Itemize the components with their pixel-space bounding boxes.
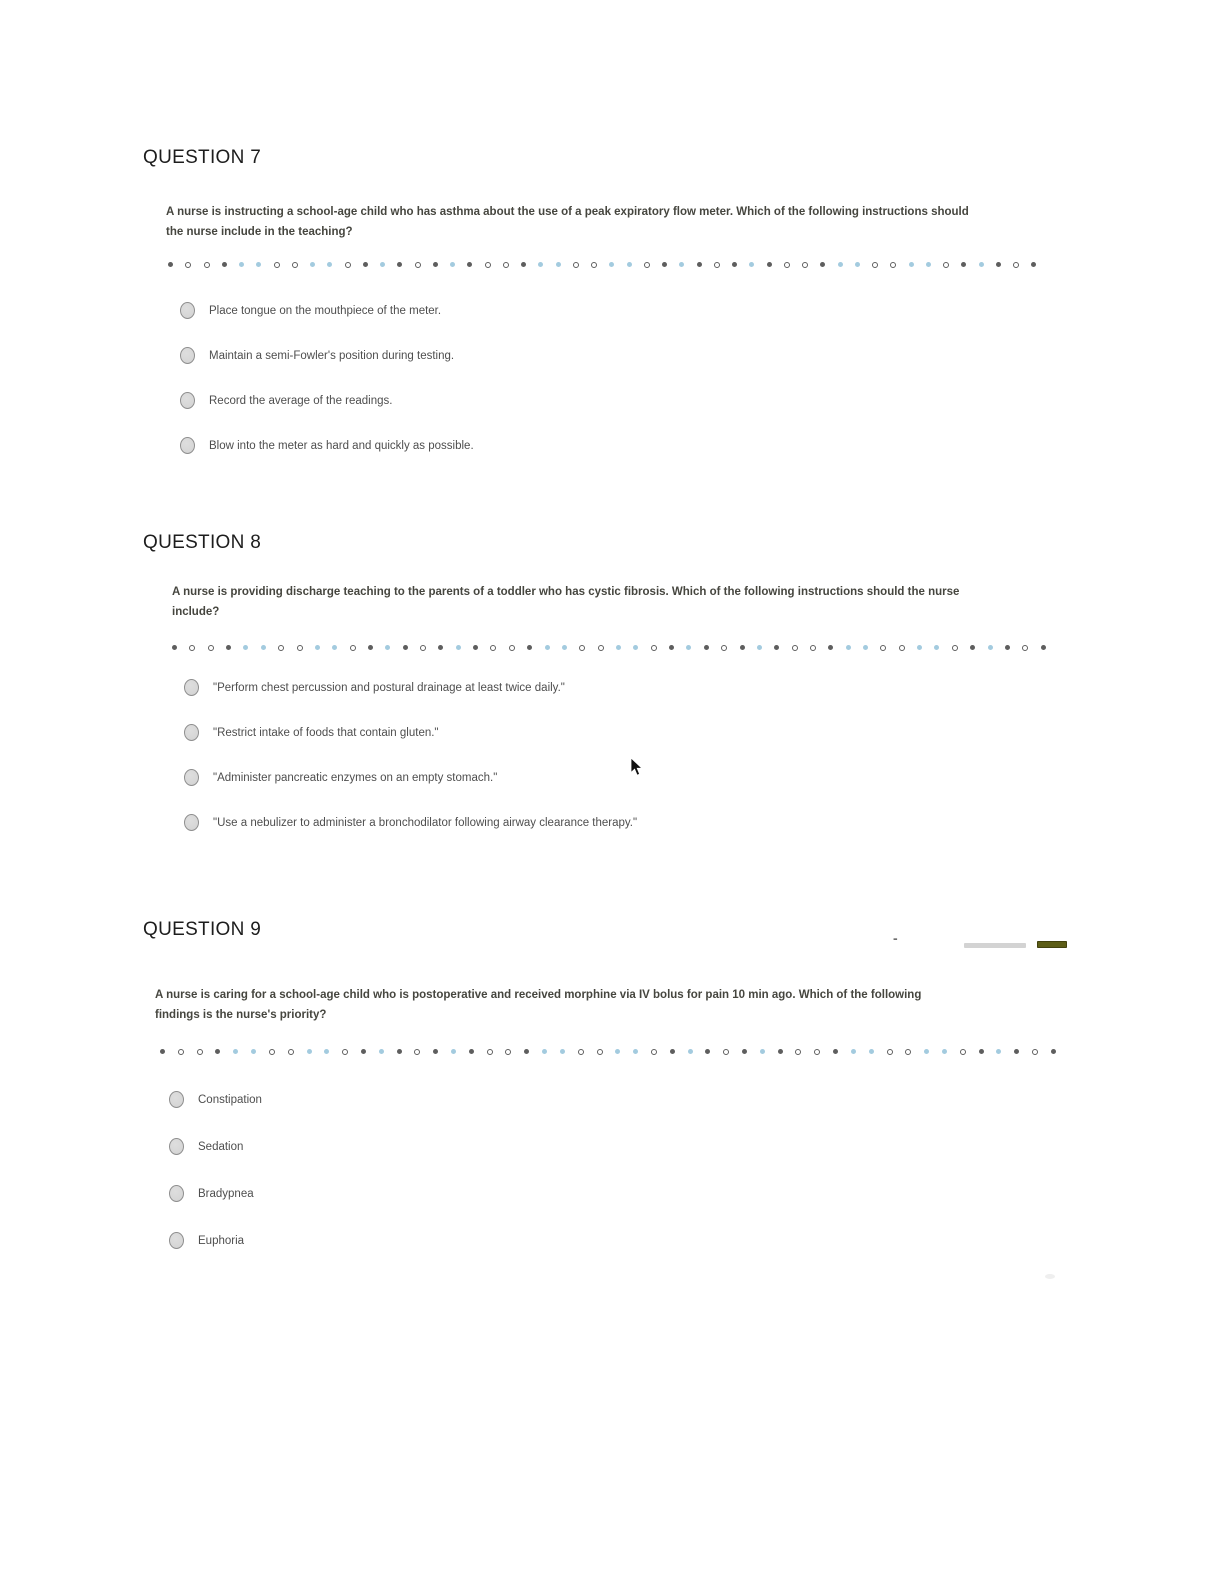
dotted-separator xyxy=(160,1048,1056,1055)
question-stem-line: findings is the nurse's priority? xyxy=(155,1009,327,1021)
separator-dot xyxy=(926,262,931,267)
separator-dot xyxy=(327,262,332,267)
separator-dot xyxy=(732,262,737,267)
separator-dot xyxy=(960,1049,966,1055)
separator-dot xyxy=(189,645,195,651)
separator-dot xyxy=(952,645,958,651)
separator-dot xyxy=(342,1049,348,1055)
radio-button[interactable] xyxy=(169,1185,184,1202)
separator-dot xyxy=(490,645,496,651)
separator-dot xyxy=(197,1049,203,1055)
separator-dot xyxy=(1032,1049,1038,1055)
separator-dot xyxy=(942,1049,947,1054)
radio-button[interactable] xyxy=(169,1232,184,1249)
separator-dot xyxy=(274,262,280,268)
separator-dot xyxy=(297,645,303,651)
separator-dot xyxy=(795,1049,801,1055)
separator-dot xyxy=(814,1049,820,1055)
separator-dot xyxy=(1014,1049,1019,1054)
options-list xyxy=(180,288,474,468)
answer-option[interactable] xyxy=(169,1076,262,1123)
answer-option[interactable] xyxy=(169,1170,262,1217)
separator-dot xyxy=(855,262,860,267)
option-label: Bradypnea xyxy=(198,1187,254,1200)
separator-dot xyxy=(838,262,843,267)
separator-dot xyxy=(890,262,896,268)
separator-dot xyxy=(714,262,720,268)
radio-button[interactable] xyxy=(169,1138,184,1155)
question-stem-line: the nurse include in the teaching? xyxy=(166,226,353,238)
question-stem xyxy=(172,582,959,622)
dotted-separator xyxy=(168,261,1037,268)
progress-bar-olive[interactable] xyxy=(1037,941,1067,948)
option-label: Euphoria xyxy=(198,1234,245,1247)
separator-dot xyxy=(185,262,191,268)
separator-dot xyxy=(644,262,650,268)
radio-button[interactable] xyxy=(184,814,199,831)
separator-dot xyxy=(503,262,509,268)
separator-dot xyxy=(686,645,691,650)
separator-dot xyxy=(1022,645,1028,651)
question-heading: QUESTION 7 xyxy=(143,147,262,168)
question-heading: QUESTION 9 xyxy=(143,919,262,940)
separator-dot xyxy=(487,1049,493,1055)
mouse-cursor-icon xyxy=(630,758,643,777)
separator-dot xyxy=(560,1049,565,1054)
separator-dot xyxy=(473,645,478,650)
radio-button[interactable] xyxy=(169,1091,184,1108)
radio-button[interactable] xyxy=(184,769,199,786)
separator-dot xyxy=(579,645,585,651)
separator-dot xyxy=(757,645,762,650)
option-label: "Perform chest percussion and postural drainage at least twice daily." xyxy=(213,681,565,694)
separator-dot xyxy=(810,645,816,651)
separator-dot xyxy=(899,645,905,651)
answer-option[interactable] xyxy=(169,1123,262,1170)
separator-dot xyxy=(521,262,526,267)
radio-button[interactable] xyxy=(180,392,195,409)
separator-dot xyxy=(616,645,621,650)
separator-dot xyxy=(233,1049,238,1054)
separator-dot xyxy=(872,262,878,268)
radio-button[interactable] xyxy=(180,437,195,454)
separator-dot xyxy=(345,262,351,268)
separator-dot xyxy=(324,1049,329,1054)
answer-option[interactable] xyxy=(184,755,637,800)
question-stem-line: A nurse is caring for a school-age child who is postoperative and received morphine via IV bolus for pain 10 min ago. Which of the following xyxy=(155,989,922,1001)
separator-dot xyxy=(562,645,567,650)
separator-dot xyxy=(679,262,684,267)
separator-dot xyxy=(767,262,772,267)
separator-dot xyxy=(573,262,579,268)
separator-dot xyxy=(792,645,798,651)
separator-dot xyxy=(740,645,745,650)
separator-dot xyxy=(368,645,373,650)
separator-dot xyxy=(802,262,808,268)
separator-dot xyxy=(178,1049,184,1055)
separator-dot xyxy=(833,1049,838,1054)
separator-dot xyxy=(905,1049,911,1055)
separator-dot xyxy=(784,262,790,268)
radio-button[interactable] xyxy=(180,347,195,364)
separator-dot xyxy=(705,1049,710,1054)
separator-dot xyxy=(433,262,438,267)
separator-dot xyxy=(615,1049,620,1054)
option-label: Sedation xyxy=(198,1140,244,1153)
separator-dot xyxy=(651,645,657,651)
separator-dot xyxy=(591,262,597,268)
separator-dot xyxy=(846,645,851,650)
separator-dot xyxy=(863,645,868,650)
separator-dot xyxy=(578,1049,584,1055)
separator-dot xyxy=(456,645,461,650)
separator-dot xyxy=(633,1049,638,1054)
question-stem-line: A nurse is providing discharge teaching to the parents of a toddler who has cystic fibrosis. Which of the following instructions should the nurse xyxy=(172,586,960,598)
separator-dot xyxy=(239,262,244,267)
separator-dot xyxy=(509,645,515,651)
separator-dot xyxy=(310,262,315,267)
question-stem xyxy=(155,985,921,1025)
separator-dot xyxy=(1005,645,1010,650)
separator-dot xyxy=(527,645,532,650)
separator-dot xyxy=(704,645,709,650)
separator-dot xyxy=(450,262,455,267)
separator-dot xyxy=(243,645,248,650)
question-stem-line: include? xyxy=(172,606,220,618)
separator-dot xyxy=(278,645,284,651)
separator-dot xyxy=(1041,645,1046,650)
separator-dot xyxy=(597,1049,603,1055)
radio-button[interactable] xyxy=(180,302,195,319)
separator-dot xyxy=(869,1049,874,1054)
separator-dot xyxy=(385,645,390,650)
answer-option[interactable] xyxy=(180,333,474,378)
separator-dot xyxy=(160,1049,165,1054)
option-label: Constipation xyxy=(198,1093,262,1106)
separator-dot xyxy=(651,1049,657,1055)
separator-dot xyxy=(669,645,674,650)
separator-dot xyxy=(288,1049,294,1055)
separator-dot xyxy=(397,1049,402,1054)
separator-dot xyxy=(269,1049,275,1055)
separator-dot xyxy=(988,645,993,650)
separator-dot xyxy=(979,1049,984,1054)
radio-button[interactable] xyxy=(184,724,199,741)
separator-dot xyxy=(226,645,231,650)
separator-dot xyxy=(538,262,543,267)
option-label: Place tongue on the mouthpiece of the meter. xyxy=(209,304,442,317)
separator-dot xyxy=(215,1049,220,1054)
separator-dot xyxy=(970,645,975,650)
separator-dot xyxy=(524,1049,529,1054)
separator-dot xyxy=(292,262,298,268)
separator-dot xyxy=(943,262,949,268)
option-label: "Use a nebulizer to administer a bronchodilator following airway clearance therapy." xyxy=(213,816,638,829)
separator-dot xyxy=(469,1049,474,1054)
separator-dot xyxy=(742,1049,747,1054)
separator-dot xyxy=(1031,262,1036,267)
separator-dot xyxy=(380,262,385,267)
separator-dot xyxy=(204,262,210,268)
separator-dot xyxy=(505,1049,511,1055)
separator-dot xyxy=(363,262,368,267)
answer-option[interactable] xyxy=(184,665,637,710)
separator-dot xyxy=(774,645,779,650)
separator-dot xyxy=(315,645,320,650)
progress-bar-gray[interactable] xyxy=(964,943,1026,948)
separator-dot xyxy=(887,1049,893,1055)
separator-dot xyxy=(1013,262,1019,268)
separator-dot xyxy=(909,262,914,267)
question-stem-line: A nurse is instructing a school-age child who has asthma about the use of a peak expiratory flow meter. Which of the following instructions should xyxy=(166,206,969,218)
separator-dot xyxy=(924,1049,929,1054)
separator-dot xyxy=(414,1049,420,1055)
separator-dot xyxy=(438,645,443,650)
separator-dot xyxy=(307,1049,312,1054)
separator-dot xyxy=(556,262,561,267)
separator-dot xyxy=(361,1049,366,1054)
options-list xyxy=(184,665,637,845)
separator-dot xyxy=(880,645,886,651)
separator-dot xyxy=(451,1049,456,1054)
separator-dot xyxy=(542,1049,547,1054)
separator-dot xyxy=(545,645,550,650)
separator-dot xyxy=(332,645,337,650)
separator-dot xyxy=(485,262,491,268)
separator-dot xyxy=(397,262,402,267)
answer-option[interactable] xyxy=(180,378,474,423)
question-stem xyxy=(166,202,969,242)
separator-dot xyxy=(467,262,472,267)
separator-dot xyxy=(670,1049,675,1054)
question-heading: QUESTION 8 xyxy=(143,532,262,553)
separator-dot xyxy=(415,262,421,268)
separator-dot xyxy=(1051,1049,1056,1054)
faint-smudge xyxy=(1045,1274,1055,1279)
separator-dot xyxy=(379,1049,384,1054)
separator-dot xyxy=(208,645,214,651)
separator-dot xyxy=(403,645,408,650)
dash-mark: - xyxy=(893,930,898,946)
separator-dot xyxy=(433,1049,438,1054)
separator-dot xyxy=(749,262,754,267)
separator-dot xyxy=(633,645,638,650)
separator-dot xyxy=(251,1049,256,1054)
separator-dot xyxy=(662,262,667,267)
separator-dot xyxy=(828,645,833,650)
separator-dot xyxy=(961,262,966,267)
separator-dot xyxy=(168,262,173,267)
dotted-separator xyxy=(172,644,1046,651)
answer-option[interactable] xyxy=(184,800,637,845)
separator-dot xyxy=(760,1049,765,1054)
answer-option[interactable] xyxy=(180,288,474,333)
separator-dot xyxy=(721,645,727,651)
separator-dot xyxy=(820,262,825,267)
separator-dot xyxy=(609,262,614,267)
separator-dot xyxy=(934,645,939,650)
option-label: Maintain a semi-Fowler's position during testing. xyxy=(209,349,455,362)
separator-dot xyxy=(996,1049,1001,1054)
answer-option[interactable] xyxy=(180,423,474,468)
option-label: Blow into the meter as hard and quickly as possible. xyxy=(209,439,474,452)
separator-dot xyxy=(688,1049,693,1054)
separator-dot xyxy=(778,1049,783,1054)
separator-dot xyxy=(979,262,984,267)
separator-dot xyxy=(222,262,227,267)
separator-dot xyxy=(723,1049,729,1055)
separator-dot xyxy=(261,645,266,650)
separator-dot xyxy=(598,645,604,651)
separator-dot xyxy=(851,1049,856,1054)
separator-dot xyxy=(917,645,922,650)
answer-option[interactable] xyxy=(169,1217,262,1264)
separator-dot xyxy=(256,262,261,267)
options-list xyxy=(169,1076,262,1264)
option-label: "Restrict intake of foods that contain gluten." xyxy=(213,726,439,739)
separator-dot xyxy=(420,645,426,651)
separator-dot xyxy=(350,645,356,651)
option-label: "Administer pancreatic enzymes on an empty stomach." xyxy=(213,771,498,784)
separator-dot xyxy=(627,262,632,267)
option-label: Record the average of the readings. xyxy=(209,394,393,407)
separator-dot xyxy=(172,645,177,650)
radio-button[interactable] xyxy=(184,679,199,696)
separator-dot xyxy=(996,262,1001,267)
separator-dot xyxy=(697,262,702,267)
answer-option[interactable] xyxy=(184,710,637,755)
